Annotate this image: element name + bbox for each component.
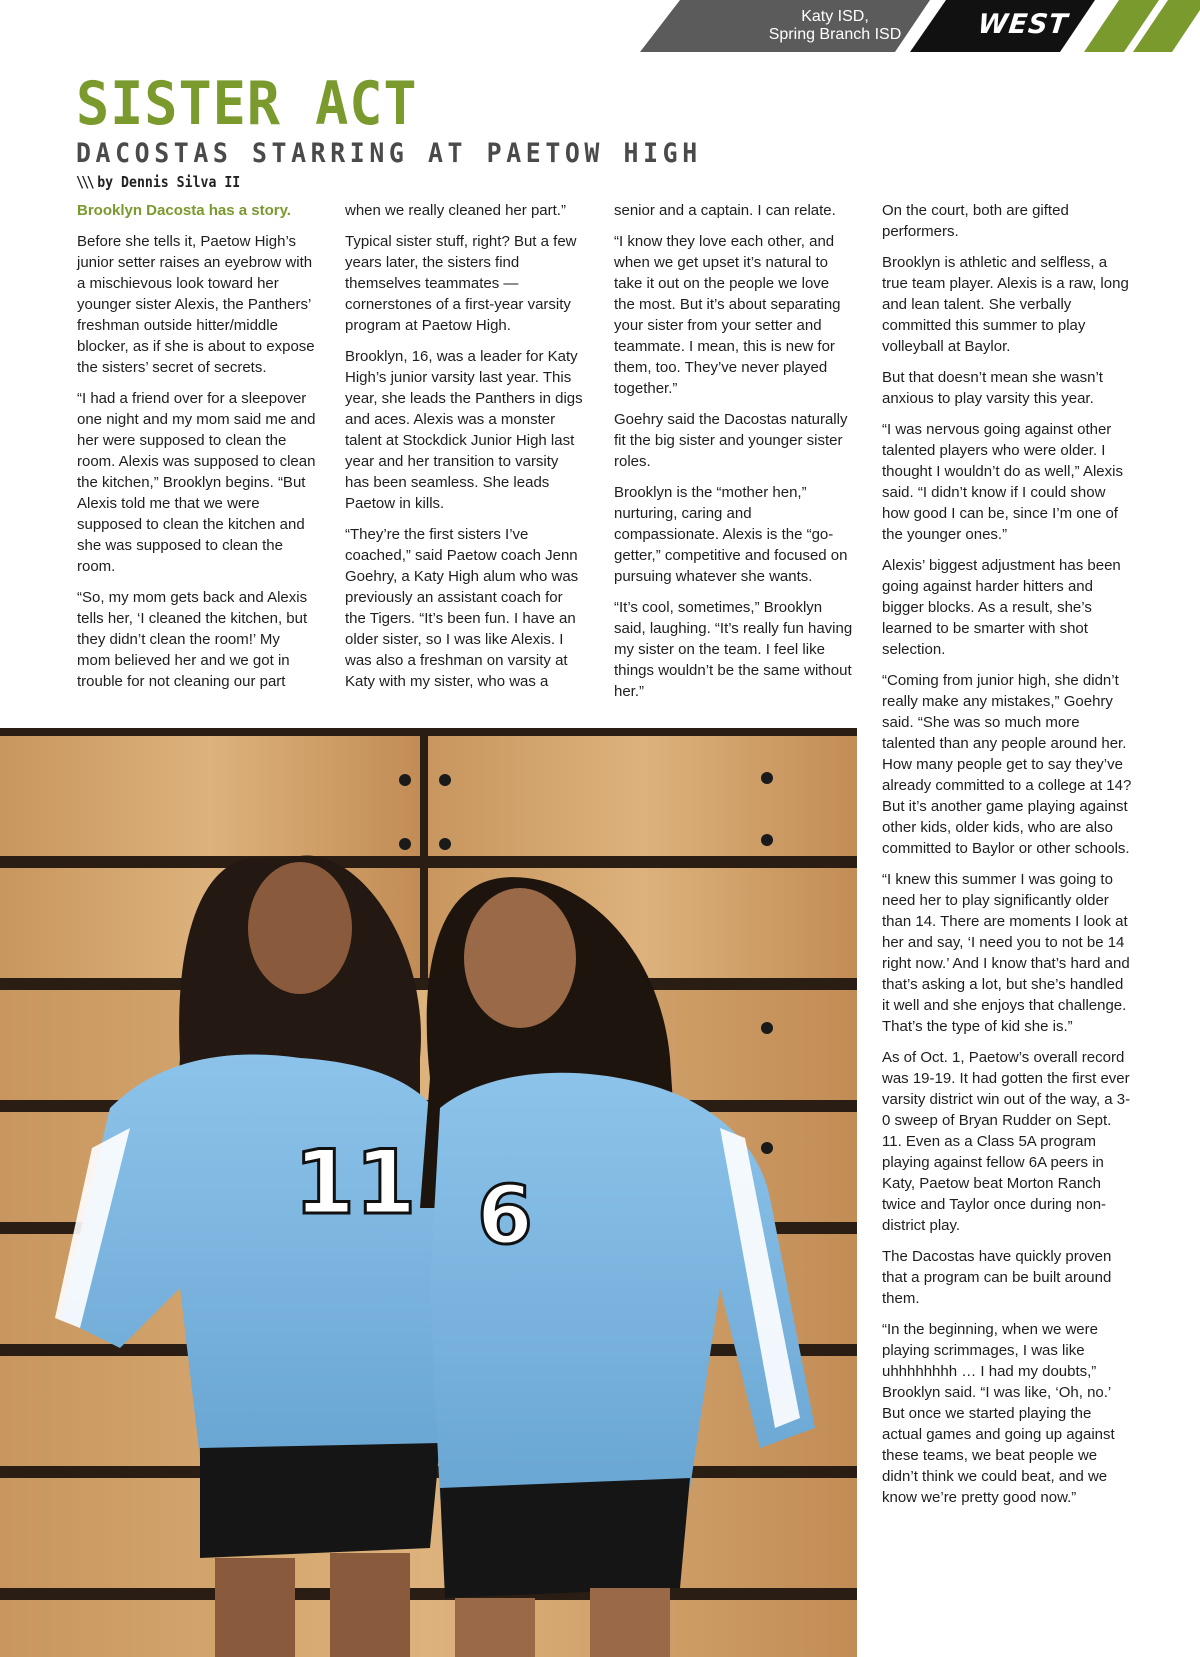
paragraph: Alexis’ biggest adjustment has been going against harder hitters and bigger blocks. As a result, she’s learned to be smarter with shot selection. (882, 557, 1121, 658)
article-subheadline: DACOSTAS STARRING AT PAETOW HIGH (76, 138, 702, 169)
article-photo (0, 728, 857, 1657)
paragraph: “I had a friend over for a sleepover one night and my mom said me and her were supposed to clean the room. Alexis was supposed to clean the kitchen,” Brooklyn begins. “But Alexis told me that we were supposed to clean the kitchen and she was supposed to clean the room. (77, 390, 316, 575)
section-banner (640, 0, 1200, 52)
paragraph: “I was nervous going against other talented players who were older. I thought I wouldn’t do as well,” Alexis said. “I didn’t know if I could show how good I can be, since I’m one of the younger ones.” (882, 421, 1123, 543)
section-label: WEST (976, 9, 1070, 40)
byline-slash-icon: \\\ (76, 173, 92, 191)
article-column-1 (77, 200, 317, 702)
paragraph: Goehry said the Dacostas naturally fit the big sister and younger sister roles. (614, 411, 848, 470)
paragraph: Brooklyn is athletic and selfless, a true team player. Alexis is a raw, long and lean talent. She verbally committed this summer to play volleyball at Baylor. (882, 254, 1129, 355)
region-line-2: Spring Branch ISD (768, 26, 902, 43)
article-column-3 (614, 200, 854, 712)
paragraph: “Coming from junior high, she didn’t really make any mistakes,” Goehry said. “She was so much more talented than any people around her. How many people get to say they’ve already committed to a college at 14? But it’s another game playing against other kids, older kids, who are also committed to Baylor or other schools. (882, 672, 1132, 857)
jersey-number-left: 11 (293, 1131, 417, 1234)
jersey-number-right: 6 (477, 1169, 533, 1262)
article-headline: SISTER ACT (76, 69, 418, 139)
paragraph: But that doesn’t mean she wasn’t anxious to play varsity this year. (882, 369, 1103, 407)
paragraph: when we really cleaned her part.” (345, 202, 566, 219)
paragraph: “I know they love each other, and when we get upset it’s natural to take it out on the people we love the most. But it’s about separating your sister from your setter and teammate. I mean, this is new for them, too. They’ve never played together.” (614, 233, 841, 397)
article-lede: Brooklyn Dacosta has a story. (77, 202, 291, 219)
paragraph: Brooklyn, 16, was a leader for Katy High’s junior varsity last year. This year, she leads the Panthers in digs and aces. Alexis was a monster talent at Stockdick Junior High last year and her transition to varsity has been seamless. She leads Paetow in kills. (345, 348, 583, 512)
byline (76, 173, 240, 191)
sisters-photo-illustration (0, 728, 857, 1657)
paragraph: “In the beginning, when we were playing scrimmages, I was like uhhhhhhhh … I had my doubts,” Brooklyn said. “I was like, ‘Oh, no.’ But once we started playing the actual games and going up against these teams, we beat people we didn’t think we could beat, and we know we’re pretty good now.” (882, 1321, 1115, 1506)
paragraph: “It’s cool, sometimes,” Brooklyn said, laughing. “It’s really fun having my sister on the team. I feel like things wouldn’t be the same without her.” (614, 599, 853, 700)
region-label (750, 8, 920, 44)
article-column-4 (882, 200, 1132, 1518)
paragraph: Brooklyn is the “mother hen,” nurturing, caring and compassionate. Alexis is the “go-getter,” competitive and focused on pursuing whatever she wants. (614, 484, 848, 585)
paragraph: “They’re the first sisters I’ve coached,” said Paetow coach Jenn Goehry, a Katy High alum who was previously an assistant coach for the Tigers. “It’s been fun. I have an older sister, so I was like Alexis. I was also a freshman on varsity at Katy with my sister, who was a (345, 526, 579, 690)
paragraph: “I knew this summer I was going to need her to play significantly older than 14. There are moments I look at her and say, ‘I need you to not be 14 right now.’ And I know that’s hard and that’s asking a lot, but she’s handled it well and she enjoys that challenge. That’s the type of kid she is.” (882, 871, 1130, 1035)
paragraph: “So, my mom gets back and Alexis tells her, ‘I cleaned the kitchen, but they didn’t clean the room!’ My mom believed her and we got in trouble for not cleaning our part (77, 589, 308, 690)
paragraph: As of Oct. 1, Paetow’s overall record was 19-19. It had gotten the first ever varsity district win out of the way, a 3-0 sweep of Bryan Rudder on Sept. 11. Even as a Class 5A program playing against fellow 6A peers in Katy, Paetow beat Morton Ranch twice and Taylor once during non-district play. (882, 1049, 1131, 1234)
article-column-2 (345, 200, 585, 702)
paragraph: senior and a captain. I can relate. (614, 202, 836, 219)
byline-text: by Dennis Silva II (97, 173, 241, 191)
paragraph: On the court, both are gifted performers. (882, 202, 1069, 240)
banner-graphic (640, 0, 1200, 52)
region-line-1: Katy ISD, (801, 8, 869, 25)
paragraph: The Dacostas have quickly proven that a program can be built around them. (882, 1248, 1112, 1307)
paragraph: Typical sister stuff, right? But a few years later, the sisters find themselves teammates — cornerstones of a first-year varsity program at Paetow High. (345, 233, 577, 334)
paragraph: Before she tells it, Paetow High’s junior setter raises an eyebrow with a mischievous look toward her younger sister Alexis, the Panthers’ freshman outside hitter/middle blocker, as if she is about to expose the sisters’ secret of secrets. (77, 233, 315, 376)
